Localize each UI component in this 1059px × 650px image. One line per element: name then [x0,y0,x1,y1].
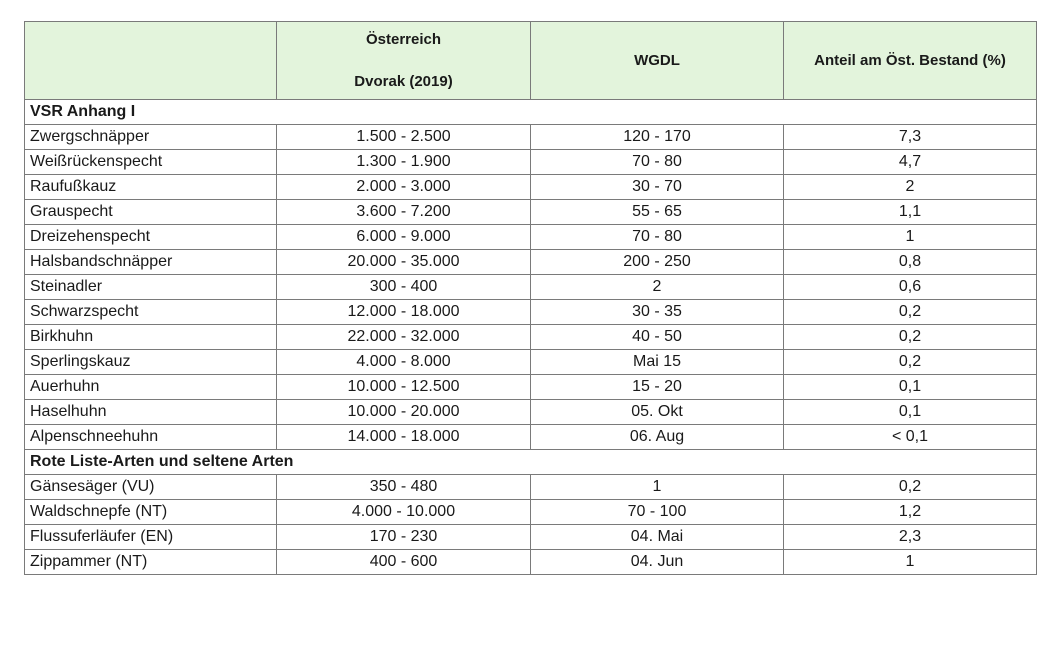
share-percent-cell: 0,8 [784,250,1037,275]
species-name-cell: Zwergschnäpper [25,125,277,150]
species-name-cell: Birkhuhn [25,325,277,350]
austria-population-cell: 10.000 - 20.000 [277,400,531,425]
table-row [25,425,1037,450]
table-row [25,500,1037,525]
species-name-cell: Dreizehenspecht [25,225,277,250]
species-name-cell: Schwarzspecht [25,300,277,325]
species-name-cell: Alpenschneehuhn [25,425,277,450]
austria-population-cell: 22.000 - 32.000 [277,325,531,350]
species-name-cell: Flussuferläufer (EN) [25,525,277,550]
wgdl-population-cell: 55 - 65 [531,200,784,225]
wgdl-population-cell: 30 - 70 [531,175,784,200]
share-percent-cell: 0,6 [784,275,1037,300]
wgdl-population-cell: 70 - 80 [531,225,784,250]
table-row [25,300,1037,325]
header-wgdl: WGDL [531,22,784,100]
species-name-cell: Raufußkauz [25,175,277,200]
wgdl-population-cell: 05. Okt [531,400,784,425]
wgdl-population-cell: 70 - 80 [531,150,784,175]
share-percent-cell: 0,2 [784,325,1037,350]
austria-population-cell: 4.000 - 10.000 [277,500,531,525]
share-percent-cell: 0,2 [784,300,1037,325]
wgdl-population-cell: 06. Aug [531,425,784,450]
wgdl-population-cell: 15 - 20 [531,375,784,400]
share-percent-cell: 1 [784,225,1037,250]
species-name-cell: Grauspecht [25,200,277,225]
table-row [25,275,1037,300]
wgdl-population-cell: 70 - 100 [531,500,784,525]
species-name-cell: Haselhuhn [25,400,277,425]
header-austria-source: Dvorak (2019) [354,72,453,90]
bird-population-table [24,21,1037,575]
wgdl-population-cell: 120 - 170 [531,125,784,150]
section-title: VSR Anhang I [25,100,1037,125]
austria-population-cell: 2.000 - 3.000 [277,175,531,200]
table-row [25,175,1037,200]
share-percent-cell: 0,2 [784,475,1037,500]
table-row [25,400,1037,425]
section-title: Rote Liste-Arten und seltene Arten [25,450,1037,475]
header-species [25,22,277,100]
table-row [25,375,1037,400]
species-name-cell: Zippammer (NT) [25,550,277,575]
austria-population-cell: 12.000 - 18.000 [277,300,531,325]
species-name-cell: Gänsesäger (VU) [25,475,277,500]
wgdl-population-cell: 2 [531,275,784,300]
species-name-cell: Steinadler [25,275,277,300]
austria-population-cell: 4.000 - 8.000 [277,350,531,375]
wgdl-population-cell: 04. Jun [531,550,784,575]
section-header-row [25,100,1037,125]
austria-population-cell: 1.500 - 2.500 [277,125,531,150]
header-austria [277,22,531,100]
table-row [25,550,1037,575]
species-name-cell: Sperlingskauz [25,350,277,375]
table-body [25,100,1037,575]
share-percent-cell: 2,3 [784,525,1037,550]
table-row [25,200,1037,225]
share-percent-cell: 7,3 [784,125,1037,150]
wgdl-population-cell: 04. Mai [531,525,784,550]
species-name-cell: Waldschnepfe (NT) [25,500,277,525]
share-percent-cell: 4,7 [784,150,1037,175]
table-row [25,325,1037,350]
wgdl-population-cell: 40 - 50 [531,325,784,350]
austria-population-cell: 20.000 - 35.000 [277,250,531,275]
header-share: Anteil am Öst. Bestand (%) [784,22,1037,100]
share-percent-cell: 1 [784,550,1037,575]
table-row [25,150,1037,175]
share-percent-cell: 1,2 [784,500,1037,525]
table-row [25,125,1037,150]
header-austria-title: Österreich [365,30,442,48]
austria-population-cell: 14.000 - 18.000 [277,425,531,450]
table-row [25,525,1037,550]
austria-population-cell: 3.600 - 7.200 [277,200,531,225]
austria-population-cell: 400 - 600 [277,550,531,575]
species-name-cell: Halsbandschnäpper [25,250,277,275]
austria-population-cell: 350 - 480 [277,475,531,500]
share-percent-cell: 2 [784,175,1037,200]
austria-population-cell: 1.300 - 1.900 [277,150,531,175]
section-header-row [25,450,1037,475]
austria-population-cell: 10.000 - 12.500 [277,375,531,400]
table-row [25,225,1037,250]
share-percent-cell: 0,2 [784,350,1037,375]
share-percent-cell: 0,1 [784,375,1037,400]
wgdl-population-cell: Mai 15 [531,350,784,375]
austria-population-cell: 6.000 - 9.000 [277,225,531,250]
table-header-row [25,22,1037,100]
table-row [25,475,1037,500]
species-name-cell: Weißrückenspecht [25,150,277,175]
wgdl-population-cell: 200 - 250 [531,250,784,275]
wgdl-population-cell: 30 - 35 [531,300,784,325]
table-row [25,350,1037,375]
wgdl-population-cell: 1 [531,475,784,500]
share-percent-cell: < 0,1 [784,425,1037,450]
austria-population-cell: 300 - 400 [277,275,531,300]
share-percent-cell: 1,1 [784,200,1037,225]
species-name-cell: Auerhuhn [25,375,277,400]
table-row [25,250,1037,275]
share-percent-cell: 0,1 [784,400,1037,425]
austria-population-cell: 170 - 230 [277,525,531,550]
